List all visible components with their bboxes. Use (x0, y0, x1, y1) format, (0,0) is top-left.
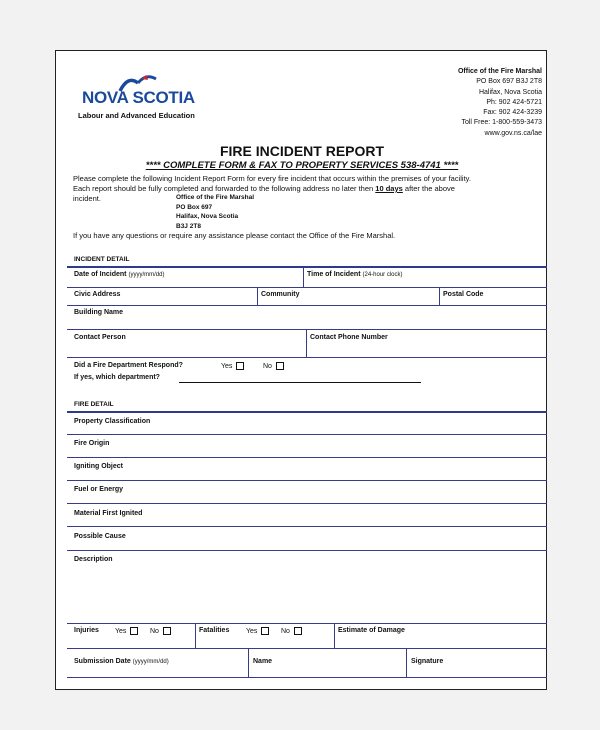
contact-person-field[interactable]: Contact Person (74, 334, 126, 341)
section-divider (67, 411, 547, 413)
which-department-label: If yes, which department? (74, 374, 160, 381)
no-label: No (281, 627, 290, 635)
divider (439, 287, 440, 305)
checkbox-icon[interactable] (130, 627, 138, 635)
address-line: Office of the Fire Marshal (176, 194, 255, 201)
field-format: (yyyy/mm/dd) (132, 659, 169, 665)
time-of-incident-field[interactable] (307, 271, 403, 278)
divider (306, 329, 307, 357)
address-line: Halifax, Nova Scotia (176, 213, 239, 220)
fd-respond-label: Did a Fire Department Respond? (74, 362, 183, 369)
submission-date-field[interactable] (74, 658, 169, 665)
form-page (55, 50, 547, 690)
fuel-or-energy-field[interactable]: Fuel or Energy (74, 486, 124, 493)
page-title: FIRE INCIDENT REPORT (219, 143, 385, 159)
address-line: B3J 2T8 (176, 222, 201, 230)
office-line: PO Box 697 B3J 2T8 (476, 78, 542, 86)
divider (67, 357, 547, 358)
office-line: Fax: 902 424-3239 (483, 109, 542, 117)
divider (67, 623, 547, 624)
fatalities-label: Fatalities (199, 627, 230, 634)
section-divider (67, 266, 547, 268)
field-format: (yyyy/mm/dd) (128, 272, 165, 278)
contact-phone-field[interactable]: Contact Phone Number (310, 334, 388, 341)
checkbox-icon[interactable] (261, 627, 269, 635)
building-name-field[interactable]: Building Name (74, 309, 124, 316)
divider (195, 623, 196, 648)
divider (67, 648, 547, 649)
divider (406, 648, 407, 677)
intro-line (73, 184, 543, 194)
divider (334, 623, 335, 648)
igniting-object-field[interactable]: Igniting Object (74, 463, 123, 470)
intro-line: incident. (73, 194, 101, 203)
address-line: PO Box 697 (176, 203, 213, 211)
intro-line: Please complete the following Incident Report Form for every fire incident that occurs within the premises of your facility. (73, 174, 471, 183)
yes-label: Yes (221, 362, 233, 370)
no-label: No (150, 627, 159, 635)
no-label: No (263, 362, 272, 370)
checkbox-icon[interactable] (294, 627, 302, 635)
office-line: Halifax, Nova Scotia (478, 88, 542, 96)
fire-origin-field[interactable]: Fire Origin (74, 440, 110, 447)
divider (67, 480, 547, 481)
divider (67, 434, 547, 435)
divider (67, 677, 547, 678)
name-field[interactable]: Name (253, 658, 273, 665)
signature-field[interactable]: Signature (411, 658, 444, 665)
mailing-address (176, 193, 254, 231)
deadline-text: 10 days (375, 184, 403, 193)
incident-section-heading: INCIDENT DETAIL (74, 256, 130, 263)
possible-cause-field[interactable]: Possible Cause (74, 533, 126, 540)
field-label: Date of Incident (74, 271, 127, 278)
material-first-ignited-field[interactable]: Material First Ignited (74, 510, 143, 517)
divider (248, 648, 249, 677)
injuries-yes[interactable] (115, 627, 138, 635)
civic-address-field[interactable]: Civic Address (74, 291, 121, 298)
which-department-input[interactable] (179, 382, 421, 383)
divider (67, 526, 547, 527)
fatalities-yes[interactable] (246, 627, 269, 635)
field-label: Submission Date (74, 658, 131, 665)
divider (67, 329, 547, 330)
divider (67, 457, 547, 458)
community-field[interactable]: Community (261, 291, 300, 298)
checkbox-icon[interactable] (163, 627, 171, 635)
field-format: (24-hour clock) (362, 272, 403, 278)
divider (67, 550, 547, 551)
yes-label: Yes (246, 627, 258, 635)
yes-label: Yes (115, 627, 127, 635)
office-line: Ph: 902 424-5721 (486, 98, 542, 106)
fire-section-heading: FIRE DETAIL (74, 401, 114, 408)
fatalities-no[interactable] (281, 627, 302, 635)
intro-part: Each report should be fully completed and forwarded to the following address no later then (73, 184, 376, 193)
intro-part: after the above (402, 184, 455, 193)
office-line: Toll Free: 1-800-559-3473 (461, 119, 542, 127)
department-name: Labour and Advanced Education (78, 111, 195, 120)
divider (303, 268, 304, 287)
page-subtitle (56, 160, 548, 171)
divider (257, 287, 258, 305)
fd-respond-no[interactable] (263, 362, 284, 370)
checkbox-icon[interactable] (276, 362, 284, 370)
postal-code-field[interactable]: Postal Code (443, 291, 484, 298)
intro-text (73, 174, 543, 204)
field-label: Time of Incident (307, 271, 361, 278)
description-field[interactable]: Description (74, 556, 113, 563)
logo-text: NOVA SCOTIA (82, 88, 195, 107)
injuries-no[interactable] (150, 627, 171, 635)
office-line: www.gov.ns.ca/lae (484, 129, 542, 137)
divider (67, 287, 547, 288)
office-address (342, 67, 542, 139)
date-of-incident-field[interactable] (74, 271, 164, 278)
checkbox-icon[interactable] (236, 362, 244, 370)
estimate-of-damage-field[interactable]: Estimate of Damage (338, 627, 405, 634)
divider (67, 503, 547, 504)
subtitle-text: **** COMPLETE FORM & FAX TO PROPERTY SERVICES 538-4741 **** (145, 160, 459, 171)
help-text: If you have any questions or require any assistance please contact the Office of the Fire Marshal. (73, 231, 396, 240)
property-classification-field[interactable]: Property Classification (74, 418, 151, 425)
office-title: Office of the Fire Marshal (457, 68, 542, 75)
injuries-label: Injuries (74, 627, 99, 634)
fd-respond-yes[interactable] (221, 362, 244, 370)
divider (67, 305, 547, 306)
